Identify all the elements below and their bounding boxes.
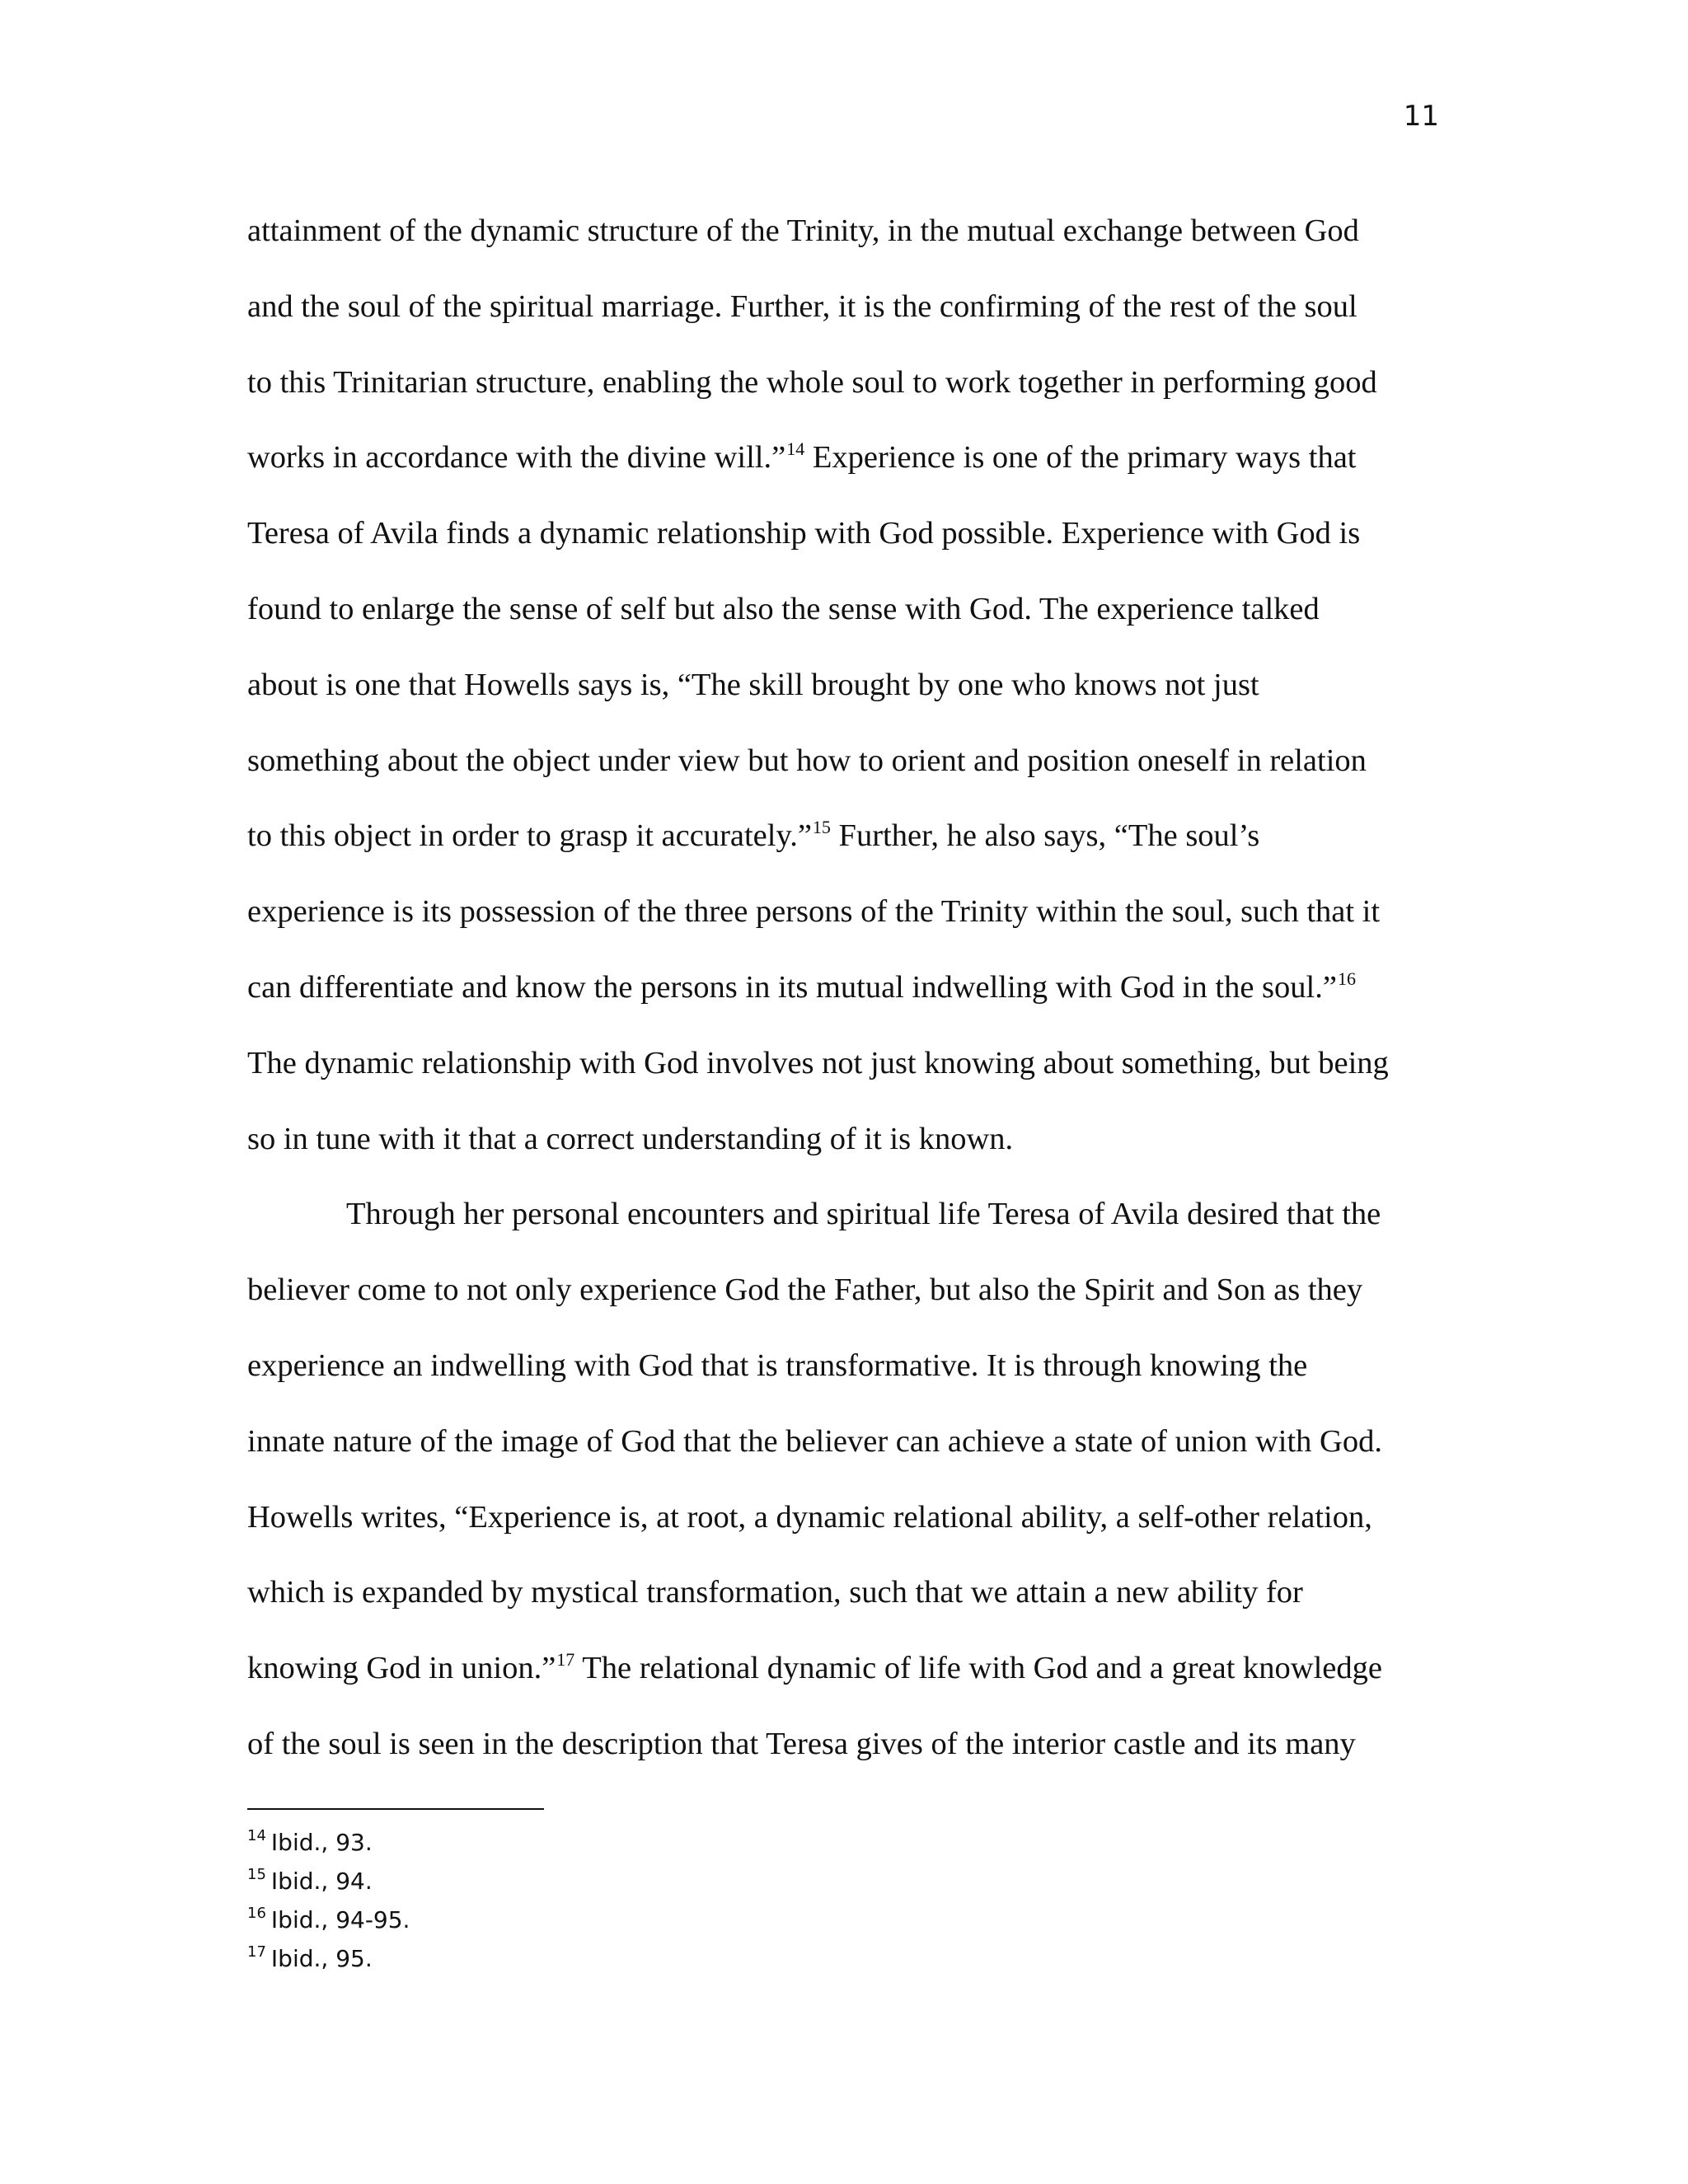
paragraph-2 — [247, 1177, 1451, 1782]
text-line: Through her personal encounters and spiritual life Teresa of Avila desired that the — [346, 1197, 1381, 1232]
text-segment: Further, he also says, “The soul’s — [830, 818, 1260, 854]
text-line: Howells writes, “Experience is, at root, a dynamic relational ability, a self-other relation, — [247, 1499, 1372, 1535]
footnote — [247, 1939, 410, 1978]
footnote-text: Ibid., 93. — [270, 1829, 373, 1856]
text-line: and the soul of the spiritual marriage. Further, it is the confirming of the rest of the soul — [247, 288, 1357, 324]
text-line — [247, 1631, 1451, 1707]
text-line: of the soul is seen in the description that Teresa gives of the interior castle and its many — [247, 1726, 1356, 1761]
paragraph-1 — [247, 194, 1451, 1177]
footnote-text: Ibid., 94-95. — [270, 1906, 410, 1933]
text-line — [247, 799, 1451, 874]
text-line: to this Trinitarian structure, enabling the whole soul to work together in performing good — [247, 364, 1377, 400]
text-line: attainment of the dynamic structure of the Trinity, in the mutual exchange between God — [247, 213, 1359, 248]
text-segment: The relational dynamic of life with God and a great knowledge — [574, 1651, 1382, 1686]
text-line: something about the object under view but how to orient and position oneself in relation — [247, 743, 1367, 778]
text-line: believer come to not only experience God the Father, but also the Spirit and Son as they — [247, 1272, 1363, 1308]
footnote-number: 16 — [247, 1905, 266, 1922]
footnote-reference: 17 — [556, 1649, 575, 1671]
footnote — [247, 1823, 410, 1862]
footnote-text: Ibid., 95. — [270, 1945, 373, 1972]
text-segment: knowing God in union.” — [247, 1651, 556, 1686]
footnote — [247, 1900, 410, 1939]
footnote-number: 14 — [247, 1827, 266, 1844]
text-line: experience an indwelling with God that is transformative. It is through knowing the — [247, 1347, 1308, 1383]
footnote-text: Ibid., 94. — [270, 1868, 373, 1895]
text-line: innate nature of the image of God that the believer can achieve a state of union with God. — [247, 1423, 1382, 1459]
text-line: Teresa of Avila finds a dynamic relationship with God possible. Experience with God is — [247, 516, 1361, 551]
body-text — [247, 194, 1451, 1783]
text-line: The dynamic relationship with God involves not just knowing about something, but being — [247, 1045, 1389, 1080]
text-segment: can differentiate and know the persons in its mutual indwelling with God in the soul.” — [247, 969, 1337, 1005]
text-segment: Experience is one of the primary ways that — [804, 440, 1357, 476]
text-segment: to this object in order to grasp it accurately.” — [247, 818, 812, 854]
text-line: so in tune with it that a correct understanding of it is known. — [247, 1121, 1014, 1156]
footnote — [247, 1862, 410, 1900]
footnote-separator — [247, 1808, 544, 1810]
footnote-reference: 14 — [786, 438, 805, 460]
page-number: 11 — [1403, 100, 1439, 133]
text-line: experience is its possession of the three persons of the Trinity within the soul, such that it — [247, 894, 1381, 930]
footnote-number: 17 — [247, 1943, 266, 1961]
footnote-reference: 16 — [1337, 968, 1356, 989]
text-line — [247, 950, 1451, 1026]
text-line: found to enlarge the sense of self but also the sense with God. The experience talked — [247, 591, 1320, 626]
footnote-reference: 15 — [812, 817, 831, 838]
footnote-number: 15 — [247, 1866, 266, 1883]
footnotes — [247, 1823, 410, 1978]
text-line: which is expanded by mystical transformation, such that we attain a new ability for — [247, 1575, 1303, 1610]
text-segment: works in accordance with the divine will.” — [247, 440, 786, 476]
text-line — [247, 420, 1451, 496]
text-line: about is one that Howells says is, “The skill brought by one who knows not just — [247, 667, 1259, 702]
